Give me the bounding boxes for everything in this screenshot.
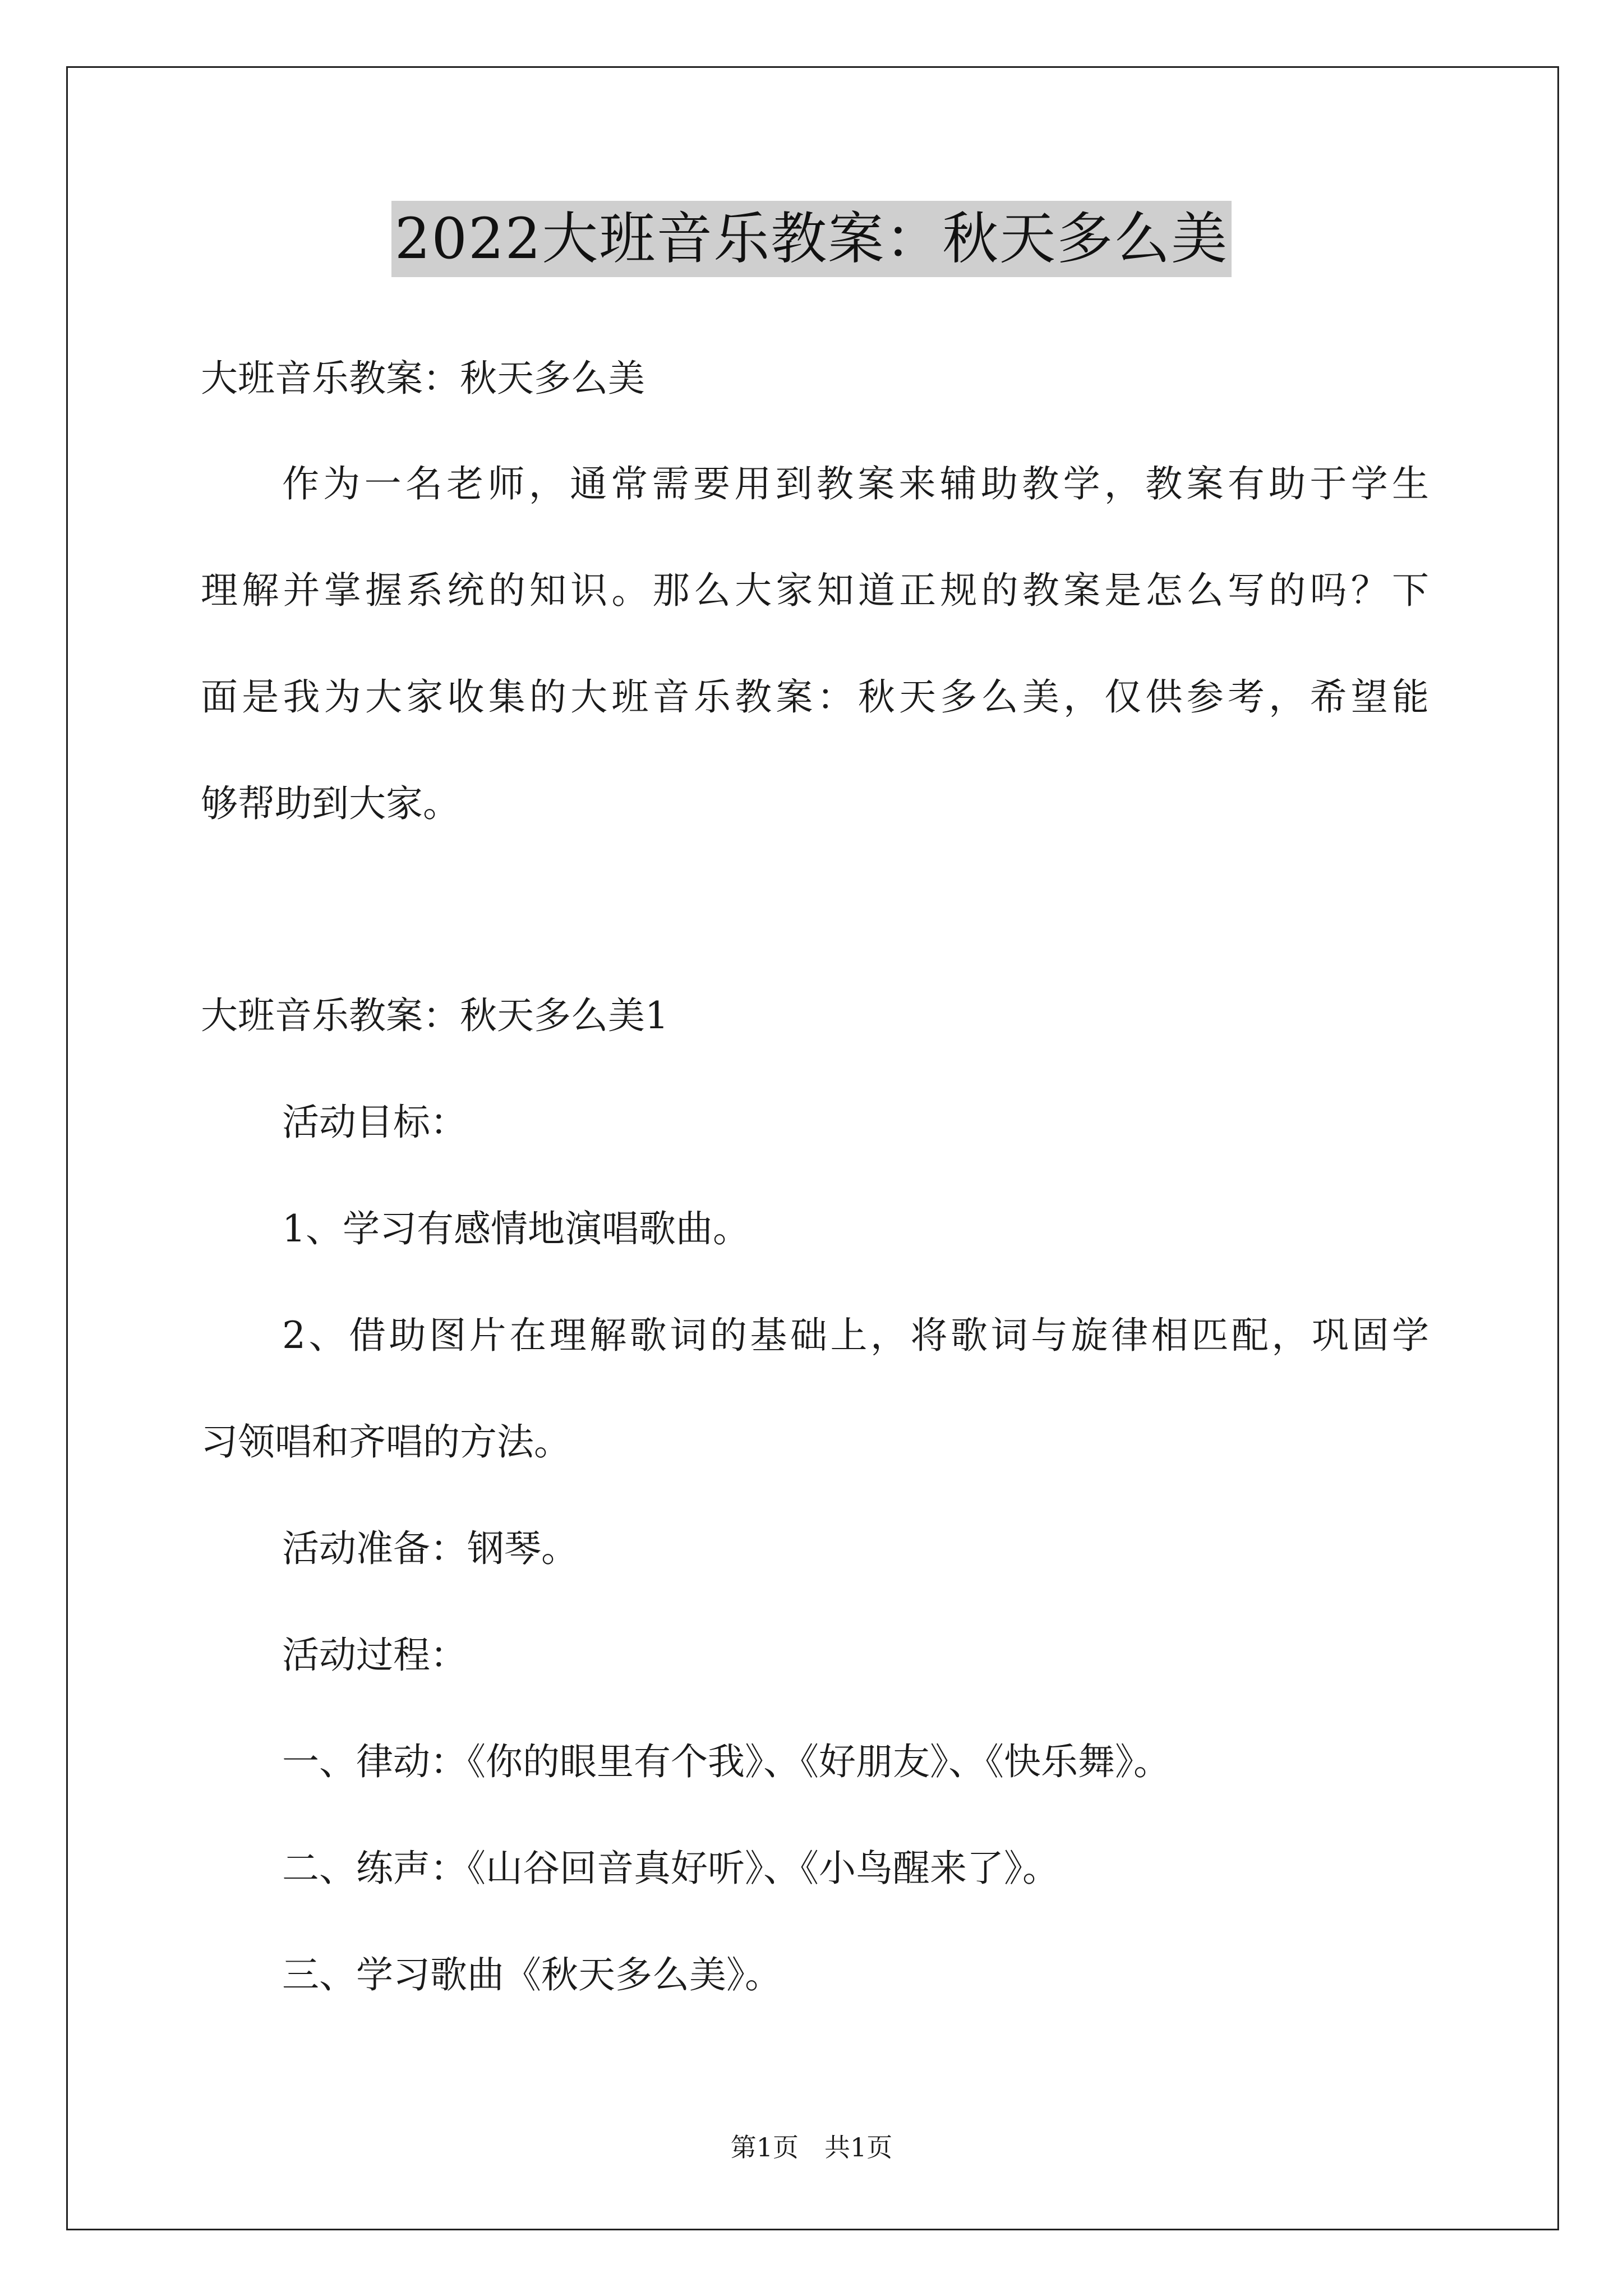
intro-line-2: 理解并掌握系统的知识。那么大家知道正规的教案是怎么写的吗？下 (201, 569, 1429, 612)
goals-label: 活动目标： (282, 1101, 467, 1144)
title-container (0, 201, 1623, 277)
intro-line-3: 面是我为大家收集的大班音乐教案：秋天多么美，仅供参考，希望能 (201, 675, 1429, 719)
section-heading: 大班音乐教案：秋天多么美1 (201, 994, 668, 1037)
step-3: 三、学习歌曲《秋天多么美》。 (282, 1953, 782, 1996)
page-footer: 第1页 共1页 (730, 2132, 893, 2162)
document-title: 2022大班音乐教案：秋天多么美 (391, 201, 1232, 277)
preparation: 活动准备：钢琴。 (282, 1527, 578, 1570)
intro-line-1: 作为一名老师，通常需要用到教案来辅助教学，教案有助于学生 (282, 462, 1429, 505)
goal-2-line-1: 2、借助图片在理解歌词的基础上，将歌词与旋律相匹配，巩固学 (282, 1314, 1429, 1357)
step-2: 二、练声：《山谷回音真好听》、《小鸟醒来了》。 (282, 1847, 1059, 1890)
intro-line-4: 够帮助到大家。 (201, 782, 460, 825)
goal-2-line-2: 习领唱和齐唱的方法。 (201, 1420, 571, 1464)
step-1: 一、律动：《你的眼里有个我》、《好朋友》、《快乐舞》。 (282, 1740, 1170, 1783)
goal-1: 1、学习有感情地演唱歌曲。 (282, 1207, 750, 1250)
document-subtitle: 大班音乐教案：秋天多么美 (201, 357, 645, 400)
process-label: 活动过程： (282, 1634, 467, 1677)
